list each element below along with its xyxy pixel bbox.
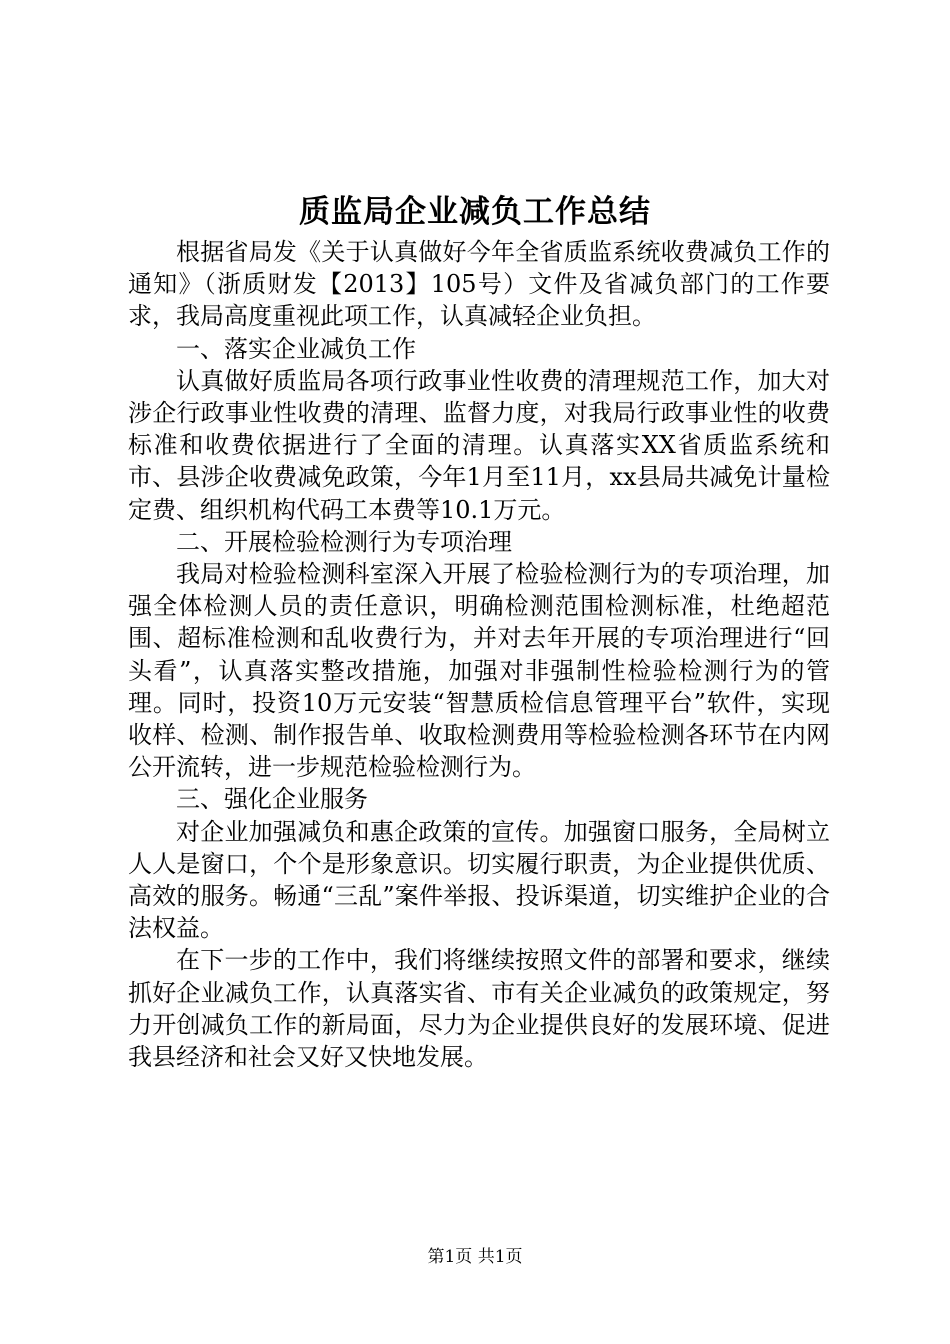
section-heading-3: 三、强化企业服务 bbox=[176, 785, 368, 814]
paragraph-section-1: 认真做好质监局各项行政事业性收费的清理规范工作，加大对涉企行政事业性收费的清理、监督力度，对我局行政事业性的收费标准和收费依据进行了全面的清理。认真落实XX省质监系统和市、县涉企收费减免政策，今年1月至11月，xx县局共减免计量检定费、组织机构代码工本费等10.1万元。 bbox=[128, 366, 830, 524]
section-heading-1: 一、落实企业减负工作 bbox=[176, 334, 416, 363]
paragraph-section-2: 我局对检验检测科室深入开展了检验检测行为的专项治理，加强全体检测人员的责任意识，明确检测范围检测标准，杜绝超范围、超标准检测和乱收费行为，并对去年开展的专项治理进行“回头看”，认真落实整改措施，加强对非强制性检验检测行为的管理。同时，投资10万元安装“智慧质检信息管理平台”软件，实现收样、检测、制作报告单、收取检测费用等检验检测各环节在内网公开流转，进一步规范检验检测行为。 bbox=[128, 560, 830, 782]
document-title: 质监局企业减负工作总结 bbox=[299, 194, 651, 230]
document-body bbox=[128, 236, 830, 1073]
section-heading-2: 二、开展检验检测行为专项治理 bbox=[176, 527, 512, 556]
paragraph-conclusion: 在下一步的工作中，我们将继续按照文件的部署和要求，继续抓好企业减负工作，认真落实省、市有关企业减负的政策规定，努力开创减负工作的新局面，尽力为企业提供良好的发展环境、促进我县经济和社会又好又快地发展。 bbox=[128, 946, 830, 1072]
paragraph-section-3: 对企业加强减负和惠企政策的宣传。加强窗口服务，全局树立人人是窗口，个个是形象意识。切实履行职责，为企业提供优质、高效的服务。畅通“三乱”案件举报、投诉渠道，切实维护企业的合法权益。 bbox=[128, 817, 830, 943]
paragraph-intro: 根据省局发《关于认真做好今年全省质监系统收费减负工作的通知》（浙质财发【2013】105号）文件及省减负部门的工作要求，我局高度重视此项工作，认真减轻企业负担。 bbox=[128, 238, 830, 331]
page-number-footer: 第1页 共1页 bbox=[427, 1247, 523, 1267]
